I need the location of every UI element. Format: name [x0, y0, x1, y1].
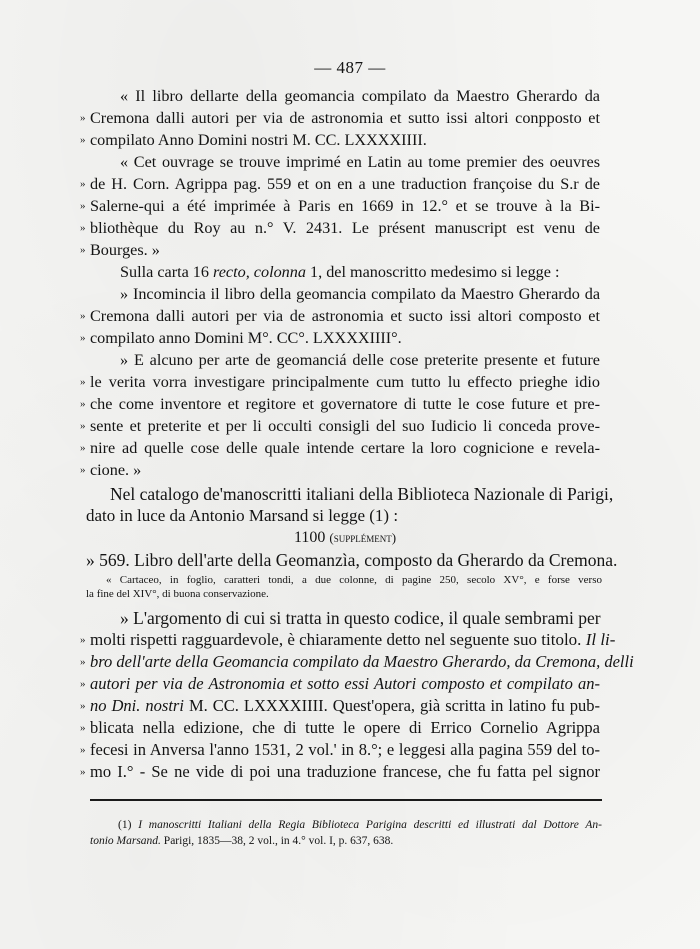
text-line: le verita vorra investigare principalmente cum tutto lu effecto prieghe idio — [90, 373, 600, 391]
text-line: cione. » — [90, 461, 142, 479]
text-italic: tonio Marsand. — [90, 835, 161, 847]
text-line: » L'argomento di cui si tratta in questo codice, il quale sembrami per — [120, 608, 601, 628]
margin-quote-mark: » — [80, 376, 86, 388]
catalog-note-line: « Cartaceo, in foglio, caratteri tondi, a due colonne, di pagine 250, secolo XV°, e forse verso — [106, 574, 602, 586]
margin-quote-mark: » — [80, 420, 86, 432]
text-line: « Il libro dellarte della geomancia compilato da Maestro Gherardo da — [120, 87, 600, 105]
catalog-number: 1100 — [293, 529, 330, 546]
text-line: Nel catalogo de'manoscritti italiani della Biblioteca Nazionale di Parigi, — [110, 484, 614, 504]
text-roman: Sulla carta 16 — [120, 263, 214, 281]
text-line: sente et preterite et per li occulti consigli del suo Iudicio li conceda prove- — [90, 417, 600, 435]
text-line: « Cet ouvrage se trouve imprimé en Latin au tome premier des oeuvres — [120, 153, 600, 171]
text-line — [120, 262, 600, 282]
text-italic: recto, colonna — [213, 263, 306, 281]
text-italic: Il li- — [585, 630, 616, 649]
margin-quote-mark: » — [80, 332, 86, 344]
footnote-line — [118, 818, 602, 833]
text-line: fecesi in Anversa l'anno 1531, 2 vol.' in 8.°; e leggesi alla pagina 559 del to- — [90, 740, 600, 759]
text-line: Cremona dalli autori per via de astronomia et sucto issi altori composto et — [90, 307, 600, 325]
text-roman: Quest'opera, già scritta in latino fu pub- — [332, 696, 601, 715]
margin-quote-mark: » — [80, 766, 86, 778]
text-line: mo I.° - Se ne vide di poi una traduzione francese, che fu fatta pel signor — [90, 762, 600, 781]
text-line — [90, 652, 634, 672]
margin-quote-mark: » — [80, 700, 86, 712]
text-line: Bourges. » — [90, 241, 160, 259]
margin-quote-mark: » — [80, 722, 86, 734]
text-italic: no Dni. nostri — [90, 696, 184, 715]
text-line: » E alcuno per arte de geomanciá delle cose preterite presente et future — [120, 351, 600, 369]
text-italic: bro dell'arte della Geomancia compilato da Maestro Gherardo, da Cremona, delli — [90, 652, 634, 671]
text-italic: autori per via de Astronomia et sotto essi Autori composto et compilato an- — [90, 674, 600, 693]
margin-quote-mark: » — [80, 398, 86, 410]
text-italic: I manoscritti Italiani della Regia Biblioteca Parigina descritti ed illustrati dal Dottore An- — [138, 819, 603, 831]
text-line: » Incomincia il libro della geomancia compilato da Maestro Gherardo da — [120, 285, 600, 303]
margin-quote-mark: » — [80, 464, 86, 476]
footnote-separator — [90, 799, 602, 801]
footnote-line — [90, 834, 602, 849]
text-line: » 569. Libro dell'arte della Geomanzìa, composto da Gherardo da Cremona. — [86, 550, 618, 570]
margin-quote-mark: » — [80, 310, 86, 322]
margin-quote-mark: » — [80, 134, 86, 146]
text-line — [90, 630, 616, 650]
margin-quote-mark: » — [80, 678, 86, 690]
text-line: bliothèque du Roy au n.° V. 2431. Le présent manuscript est venu de — [90, 219, 600, 237]
text-line — [90, 696, 600, 716]
text-roman: Parigi, 1835—38, 2 vol., in 4.° vol. I, p. 637, 638. — [160, 835, 394, 847]
margin-quote-mark: » — [80, 656, 86, 668]
margin-quote-mark: » — [80, 112, 86, 124]
text-roman: M. CC. LXXXXIIII. — [183, 696, 333, 715]
margin-quote-mark: » — [80, 222, 86, 234]
catalog-note-line: la fine del XIV°, di buona conservazione. — [86, 588, 269, 600]
text-line: Salerne-qui a été imprimée à Paris en 1669 in 12.° et se trouve à la Bi- — [90, 197, 600, 215]
text-line: che come inventore et regitore et governatore di tutte le cose future et pre- — [90, 395, 600, 413]
text-line: compilato anno Domini M°. CC°. LXXXXIIII°. — [90, 329, 402, 347]
text-line: dato in luce da Antonio Marsand si legge (1) : — [86, 506, 399, 525]
margin-quote-mark: » — [80, 442, 86, 454]
margin-quote-mark: » — [80, 744, 86, 756]
footnote-marker: (1) — [118, 819, 139, 831]
margin-quote-mark: » — [80, 200, 86, 212]
margin-quote-mark: » — [80, 178, 86, 190]
text-line: blicata nella edizione, che di tutte le opere di Errico Cornelio Agrippa — [90, 718, 600, 737]
text-line: compilato Anno Domini nostri M. CC. LXXXXIIII. — [90, 131, 427, 149]
supplement-label: (supplément) — [329, 530, 397, 545]
text-roman: molti rispetti ragguardevole, è chiaramente detto nel seguente suo titolo. — [90, 630, 582, 649]
text-line — [90, 674, 600, 694]
margin-quote-mark: » — [80, 634, 86, 646]
text-line: Cremona dalli autori per via de astronomia et sutto issi altori conpposto et — [90, 109, 600, 127]
supplement-heading — [90, 528, 600, 548]
margin-quote-mark: » — [80, 244, 86, 256]
page-number: — 487 — — [314, 58, 386, 77]
text-line: de H. Corn. Agrippa pag. 559 et on en a une traduction françoise du S.r de — [90, 175, 600, 193]
text-roman: 1, del manoscritto medesimo si legge : — [305, 263, 560, 281]
text-line: nire ad quelle cose delle quale intende certare la loro cognicione e revela- — [90, 439, 600, 457]
